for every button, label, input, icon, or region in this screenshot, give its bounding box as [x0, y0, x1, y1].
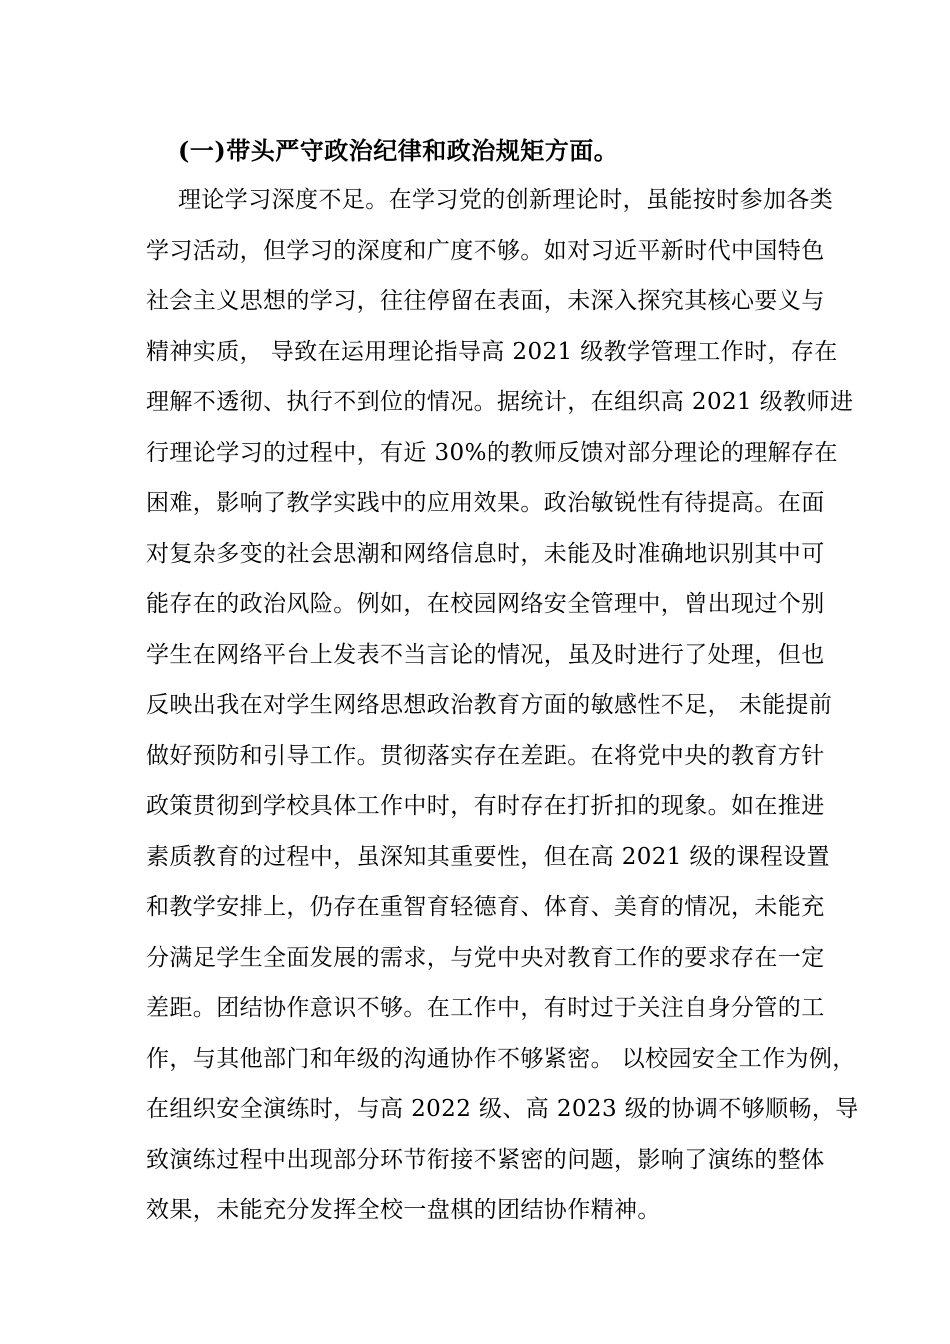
- paragraph-line: 学习活动，但学习的深度和广度不够。如对习近平新时代中国特色: [146, 237, 825, 264]
- paragraph-line: 精神实质， 导致在运用理论指导高 2021 级教学管理工作时，存在: [146, 338, 838, 365]
- paragraph-line: 对复杂多变的社会思潮和网络信息时，未能及时准确地识别其中可: [146, 540, 825, 567]
- paragraph-line: 行理论学习的过程中，有近 30%的教师反馈对部分理论的理解存在: [146, 439, 838, 466]
- paragraph-line: 理解不透彻、执行不到位的情况。据统计，在组织高 2021 级教师进: [146, 389, 854, 415]
- paragraph-line: 作，与其他部门和年级的沟通协作不够紧密。 以校园安全工作为例，: [146, 1045, 856, 1072]
- body-paragraph: [146, 181, 859, 1242]
- paragraph-line: 社会主义思想的学习，往往停留在表面，未深入探究其核心要义与: [146, 288, 825, 314]
- paragraph-line: 分满足学生全面发展的需求，与党中央对教育工作的要求存在一定: [146, 944, 825, 971]
- section-heading: (一)带头严守政治纪律和政治规矩方面。: [178, 136, 619, 165]
- paragraph-line: 理论学习深度不足。在学习党的创新理论时，虽能按时参加各类: [178, 187, 834, 213]
- paragraph-line: 在组织安全演练时，与高 2022 级、高 2023 级的协调不够顺畅，导: [146, 1096, 859, 1122]
- paragraph-line: 做好预防和引导工作。贯彻落实存在差距。在将党中央的教育方针: [146, 742, 825, 769]
- paragraph-line: 困难，影响了教学实践中的应用效果。政治敏锐性有待提高。在面: [146, 490, 825, 516]
- paragraph-line: 和教学安排上，仍存在重智育轻德育、体育、美育的情况，未能充: [146, 894, 825, 920]
- paragraph-line: 学生在网络平台上发表不当言论的情况，虽及时进行了处理，但也: [146, 641, 825, 668]
- paragraph-line: 效果，未能充分发挥全校一盘棋的团结协作精神。: [146, 1197, 661, 1223]
- paragraph-line: 差距。团结协作意识不够。在工作中，有时过于关注自身分管的工: [146, 995, 825, 1021]
- paragraph-line: 能存在的政治风险。例如，在校园网络安全管理中，曾出现过个别: [146, 591, 825, 617]
- paragraph-line: 反映出我在对学生网络思想政治教育方面的敏感性不足， 未能提前: [146, 692, 833, 718]
- paragraph-line: 致演练过程中出现部分环节衔接不紧密的问题，影响了演练的整体: [146, 1146, 825, 1173]
- paragraph-line: 素质教育的过程中，虽深知其重要性，但在高 2021 级的课程设置: [146, 843, 830, 870]
- paragraph-line: 政策贯彻到学校具体工作中时，有时存在打折扣的现象。如在推进: [146, 793, 825, 819]
